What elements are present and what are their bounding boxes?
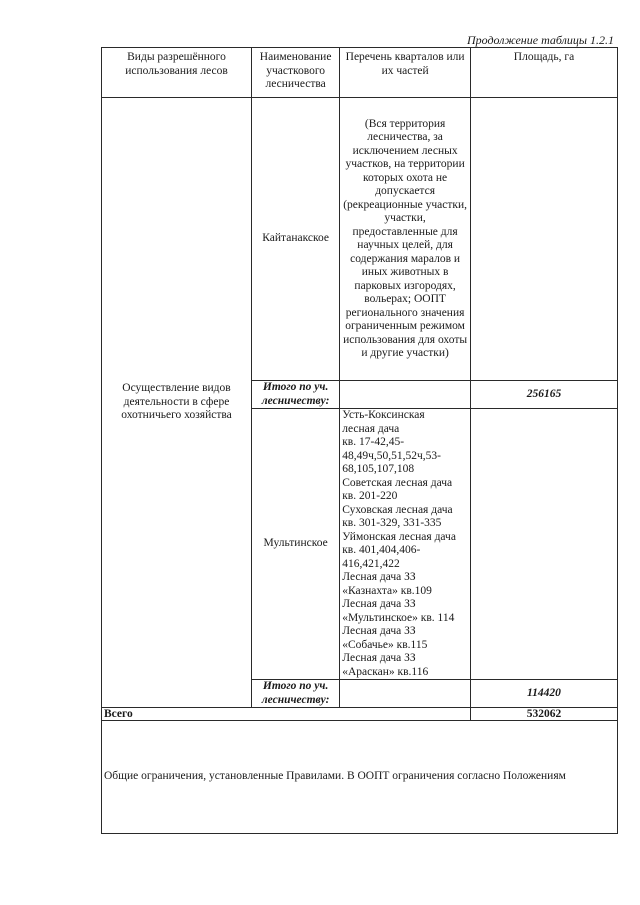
subtotal-label: Итого по уч. лесничеству:: [252, 381, 340, 409]
header-usage-kind: Виды разрешённого использования лесов: [102, 48, 252, 98]
forestry-name: Мультинское: [252, 409, 340, 680]
quarters-list: [340, 409, 471, 680]
quarters-line: кв. 17-42,45-: [342, 436, 405, 448]
quarters-line: Советская лесная дача: [342, 476, 453, 489]
table-row: [102, 98, 618, 381]
total-value: 532062: [470, 708, 617, 721]
quarters-line: Лесная дача ЗЗ: [342, 571, 416, 583]
area-cell: [470, 409, 617, 680]
quarters-list: (Вся территория лесничества, за исключением лесных участков, на территории которых охота не допускается (рекреационные участки, участки, предоставленные для научных целей, для содержания маралов и иных животных в парковых изгородях, вольерах; ООПТ регионального значения ограниченным режимом использования для охоты и другие участки): [340, 98, 471, 381]
quarters-line: 48,49ч,50,51,52ч,53-: [342, 449, 441, 462]
forest-usage-table: [101, 47, 618, 834]
quarters-line: 68,105,107,108: [342, 463, 415, 475]
quarters-line: Лесная дача ЗЗ: [342, 598, 416, 610]
quarters-line: Уймонская лесная дача: [342, 530, 456, 543]
total-label: Всего: [102, 708, 471, 721]
quarters-line: «Собачье» кв.115: [342, 638, 428, 651]
notes-row: [102, 721, 618, 834]
quarters-line: «Казнахта» кв.109: [342, 584, 432, 597]
usage-kind-cell: Осуществление видов деятельности в сфере охотничьего хозяйства: [102, 98, 252, 708]
quarters-line: 416,421,422: [342, 557, 400, 570]
quarters-line: кв. 301-329, 331-335: [342, 517, 442, 529]
table-header-row: [102, 48, 618, 98]
quarters-line: «Мультинское» кв. 114: [342, 611, 455, 624]
restrictions-note: Общие ограничения, установленные Правилами. В ООПТ ограничения согласно Положениям: [102, 721, 618, 834]
quarters-line: Суховская лесная дача: [342, 503, 453, 516]
area-cell: [470, 98, 617, 381]
quarters-line: Лесная дача ЗЗ: [342, 625, 416, 637]
header-quarters: Перечень кварталов или их частей: [340, 48, 471, 98]
quarters-line: Лесная дача ЗЗ: [342, 652, 416, 664]
quarters-cell-empty: [340, 381, 471, 409]
total-row: [102, 708, 618, 721]
quarters-cell-empty: [340, 680, 471, 708]
header-area: Площадь, га: [470, 48, 617, 98]
subtotal-label: Итого по уч. лесничеству:: [252, 680, 340, 708]
quarters-line: «Араскан» кв.116: [342, 665, 429, 678]
table-caption: Продолжение таблицы 1.2.1: [466, 33, 614, 47]
subtotal-value: 114420: [470, 680, 617, 708]
header-forestry: Наименование участкового лесничества: [252, 48, 340, 98]
quarters-line: кв. 201-220: [342, 490, 398, 502]
quarters-line: Усть-Коксинская: [342, 409, 425, 421]
quarters-line: кв. 401,404,406-: [342, 544, 421, 556]
quarters-line: лесная дача: [342, 422, 400, 435]
subtotal-value: 256165: [470, 381, 617, 409]
forestry-name: Кайтанакское: [252, 98, 340, 381]
